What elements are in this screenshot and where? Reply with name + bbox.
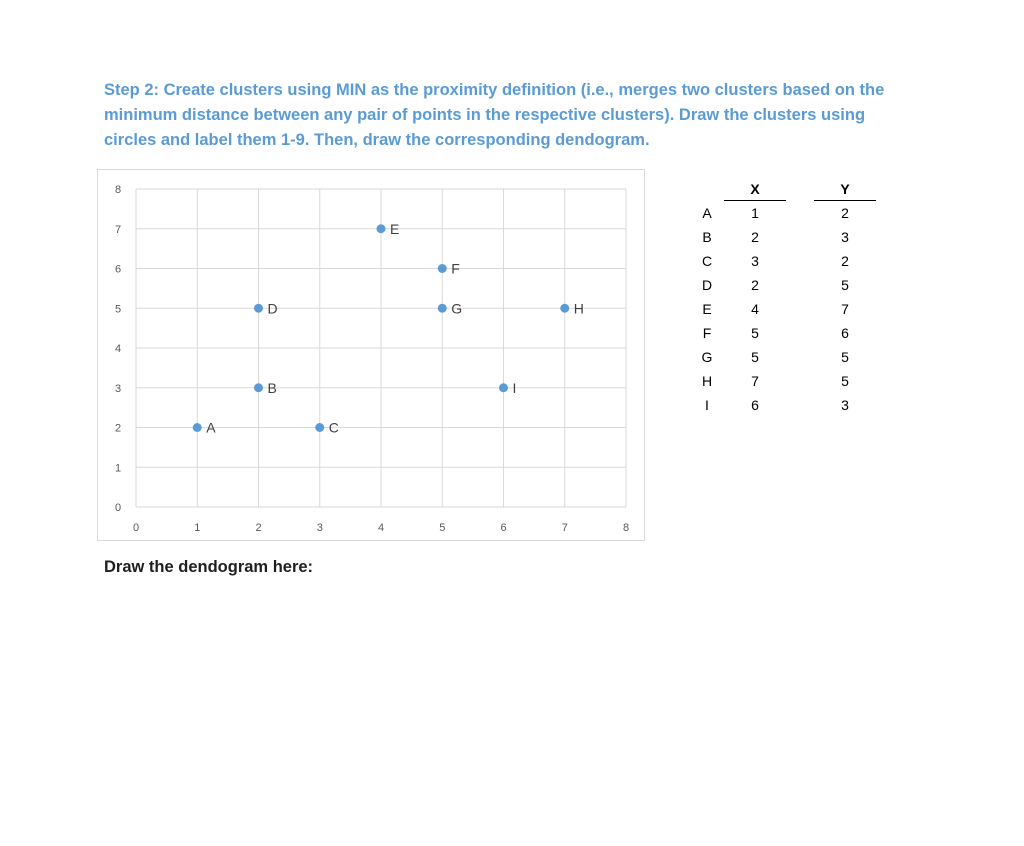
table-cell-x: 1 (751, 205, 759, 221)
table-cell-name: B (702, 229, 712, 245)
table-cell-y: 6 (841, 325, 849, 341)
table-cell-name: H (701, 373, 713, 389)
table-header-name (690, 178, 724, 201)
data-point (193, 423, 202, 432)
table-row (690, 297, 876, 321)
y-tick-label: 0 (114, 502, 122, 514)
table-cell-name: G (701, 349, 713, 365)
table-row (690, 225, 876, 249)
table-row (690, 321, 876, 345)
table-cell-name: I (705, 397, 709, 413)
data-point (438, 264, 447, 273)
table-cell-x: 5 (751, 325, 759, 341)
table-row (690, 201, 876, 226)
data-point-label: D (267, 300, 278, 317)
table-cell-gap (786, 345, 814, 369)
data-point-label: A (206, 419, 216, 436)
data-point (315, 423, 324, 432)
data-point (560, 304, 569, 313)
data-point (499, 383, 508, 392)
data-point-label: B (267, 379, 277, 396)
dendrogram-heading: Draw the dendogram here: (104, 558, 314, 576)
table-cell-x: 2 (751, 229, 759, 245)
table-cell-x: 5 (751, 349, 759, 365)
y-tick-label: 7 (114, 223, 122, 236)
table-header-gap (786, 178, 814, 201)
x-tick-label: 7 (561, 522, 568, 534)
data-point-label: H (573, 300, 584, 317)
table-cell-gap (786, 273, 814, 297)
table-cell-name: C (701, 253, 713, 269)
table-header-x: X (724, 178, 786, 201)
table-row (690, 345, 876, 369)
x-tick-label: 3 (316, 522, 323, 534)
table-cell-y: 3 (841, 397, 849, 413)
table-cell-y: 2 (841, 205, 849, 221)
table-cell-y: 5 (841, 373, 849, 389)
table-cell-x: 7 (751, 373, 759, 389)
table-cell-gap (786, 321, 814, 345)
y-tick-label: 1 (114, 462, 122, 475)
y-tick-label: 6 (114, 263, 122, 276)
y-tick-label: 8 (114, 184, 122, 196)
table-cell-x: 4 (751, 301, 759, 317)
table-cell-gap (786, 225, 814, 249)
table-cell-name: D (701, 277, 713, 293)
table-cell-y: 2 (841, 253, 849, 269)
x-tick-label: 5 (439, 522, 446, 534)
x-tick-label: 2 (255, 522, 262, 534)
scatter-chart (98, 170, 644, 540)
table-cell-gap (786, 297, 814, 321)
data-point-label: F (451, 260, 460, 277)
data-point (254, 383, 263, 392)
table-cell-name: F (702, 325, 712, 341)
table-row (690, 369, 876, 393)
table-row (690, 273, 876, 297)
data-point (438, 304, 447, 313)
data-point-label: I (512, 379, 517, 396)
scatter-chart-frame (97, 169, 645, 541)
table-cell-gap (786, 369, 814, 393)
table-cell-gap (786, 393, 814, 417)
x-tick-label: 8 (622, 522, 630, 534)
table-cell-y: 3 (841, 229, 849, 245)
table-cell-x: 3 (751, 253, 759, 269)
table-header-y: Y (814, 178, 876, 201)
table-header-row (690, 178, 876, 201)
table-cell-x: 6 (751, 397, 759, 413)
data-point-label: G (451, 300, 463, 317)
table-cell-gap (786, 249, 814, 273)
y-tick-label: 4 (114, 343, 122, 355)
x-tick-label: 1 (194, 522, 201, 534)
y-tick-label: 5 (114, 303, 122, 316)
table-body (690, 201, 876, 418)
table-cell-y: 5 (841, 349, 849, 365)
data-point (254, 304, 263, 313)
table-row (690, 393, 876, 417)
data-point-label: C (328, 419, 339, 436)
points-table (690, 178, 876, 417)
table-cell-name: E (702, 301, 712, 317)
instructions-text: Step 2: Create clusters using MIN as the proximity definition (i.e., merges two clusters based on the minimum distance between any pair of points in the respective clusters). Draw the clusters using circles and label them 1-9. Then, draw the corresponding dendogram. (104, 81, 885, 149)
data-point (377, 224, 386, 233)
table-cell-gap (786, 201, 814, 226)
y-tick-label: 3 (114, 382, 122, 395)
x-tick-label: 4 (377, 522, 385, 534)
table-cell-y: 7 (841, 301, 849, 317)
table-cell-name: A (702, 204, 712, 221)
y-tick-label: 2 (114, 422, 122, 435)
x-tick-label: 0 (132, 522, 140, 534)
data-point-label: E (390, 220, 400, 237)
table-cell-y: 5 (841, 277, 849, 293)
table-row (690, 249, 876, 273)
table-cell-x: 2 (751, 277, 759, 293)
x-tick-label: 6 (500, 522, 507, 534)
